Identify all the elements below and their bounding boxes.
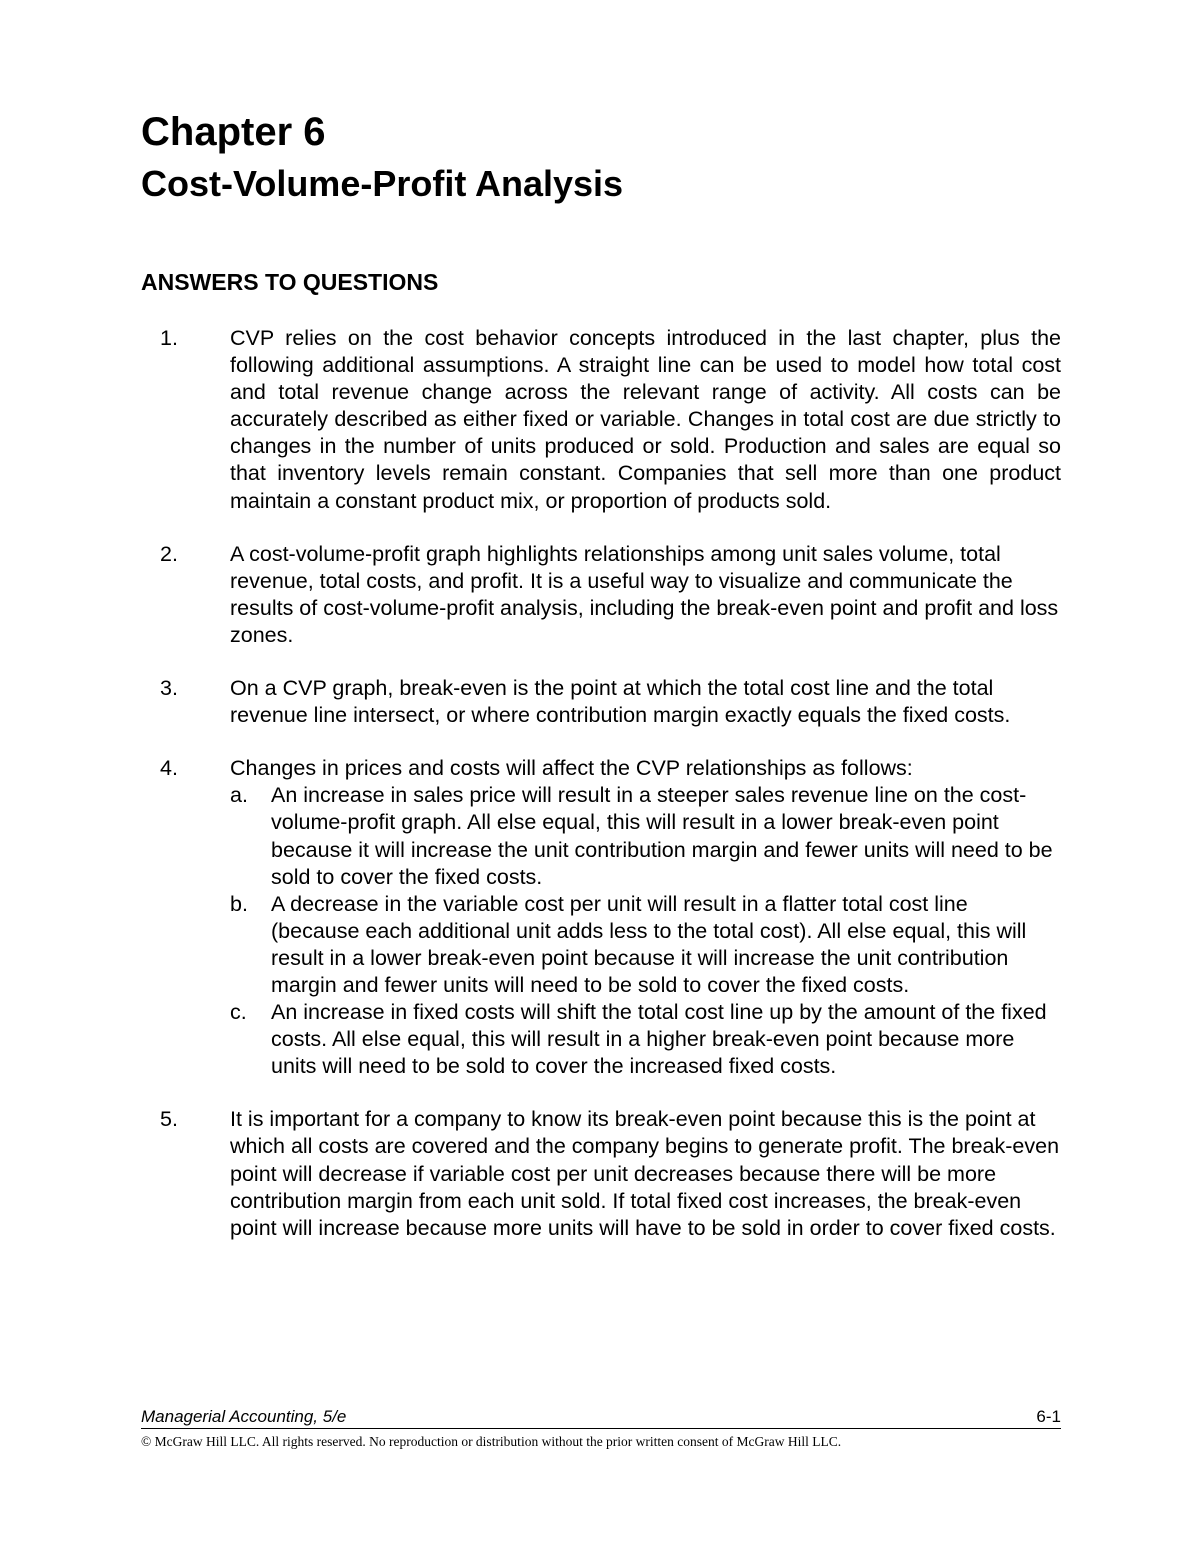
subitem-b [230,891,1061,999]
answer-text: CVP relies on the cost behavior concepts introduced in the last chapter, plus the following additional assumptions. A straight line can be used to model how total cost and total revenue change across the relevant range of activity. All costs can be accurately described as either fixed or variable. Changes in total cost are due strictly to changes in the number of units produced or sold. Production and sales are equal so that inventory levels remain constant. Companies that sell more than one product maintain a constant product mix, or proportion of products sold. [230,326,1061,513]
footer-page-number: 6-1 [1036,1407,1061,1426]
subitem-text: A decrease in the variable cost per unit will result in a flatter total cost line (because each additional unit adds less to the total cost). All else equal, this will result in a lower break-even point because it will increase the unit contribution margin and fewer units will need to be sold to cover the fixed costs. [271,891,1027,997]
subitem-letter: c. [230,1000,247,1025]
chapter-subtitle: Cost-Volume-Profit Analysis [141,163,624,204]
answers-list [141,325,1061,1268]
subitem-c [230,999,1061,1080]
answer-4 [141,755,1061,1080]
footer-copyright: © McGraw Hill LLC. All rights reserved. No reproduction or distribution without the prior written consent of McGraw Hill LLC. [141,1434,842,1449]
answer-text: On a CVP graph, break-even is the point at which the total cost line and the total revenue line intersect, or where contribution margin exactly equals the fixed costs. [230,676,1011,728]
subitem-a [230,782,1061,890]
answer-text: It is important for a company to know its break-even point because this is the point at which all costs are covered and the company begins to generate profit. The break-even point will decrease if variable cost per unit decreases because there will be more contribution margin from each unit sold. If total fixed cost increases, the break-even point will increase because more units will have to be sold in order to cover fixed costs. [230,1107,1060,1240]
chapter-title: Chapter 6 [141,110,326,154]
answer-5 [141,1106,1061,1241]
answer-number: 3. [160,676,178,701]
footer-rule-row [141,1406,1061,1429]
subitem-text: An increase in fixed costs will shift the total cost line up by the amount of the fixed costs. All else equal, this will result in a higher break-even point because more units will need to be sold to cover the increased fixed costs. [271,1000,1047,1079]
subitem-letter: b. [230,891,248,916]
answer-number: 5. [160,1107,178,1132]
page-footer [141,1406,1061,1452]
section-heading: ANSWERS TO QUESTIONS [141,269,439,295]
answer-text: A cost-volume-profit graph highlights relationships among unit sales volume, total revenue, total costs, and profit. It is a useful way to visualize and communicate the results of cost-volume-profit analysis, including the break-even point and profit and loss zones. [230,541,1059,647]
answer-4-subitems [230,782,1061,1080]
answer-2 [141,541,1061,649]
footer-book-title: Managerial Accounting, 5/e [141,1407,347,1426]
subitem-letter: a. [230,783,248,808]
answer-1 [141,325,1061,515]
answer-number: 1. [160,326,178,350]
answer-number: 4. [160,756,178,781]
subitem-text: An increase in sales price will result in a steeper sales revenue line on the cost-volume-profit graph. All else equal, this will result in a lower break-even point because it will increase the unit contribution margin and fewer units will need to be sold to cover the fixed costs. [271,783,1053,889]
answer-text: Changes in prices and costs will affect the CVP relationships as follows: [230,756,913,781]
answer-3 [141,675,1061,729]
answer-number: 2. [160,541,178,566]
